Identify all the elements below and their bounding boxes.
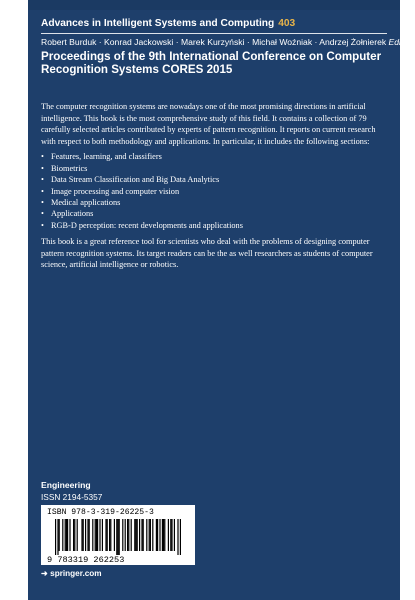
barcode-bar — [107, 519, 108, 551]
bullet-icon: • — [41, 209, 44, 219]
closing-paragraph: This book is a great reference tool for scientists who deal with the problems of designing computer pattern recognition systems. Its target readers can be the as well researchers as students of computer science, artificial intelligence or robotics. — [41, 237, 373, 270]
barcode-bar — [95, 519, 96, 551]
barcode-bar — [131, 519, 132, 551]
barcode-bar — [159, 519, 160, 551]
section-label: RGB-D perception: recent developments and applications — [51, 220, 243, 230]
bullet-icon: • — [41, 175, 44, 185]
editors-role: Editors — [388, 37, 415, 47]
barcode-bar — [174, 519, 175, 551]
barcode-bar — [81, 519, 82, 551]
section-label: Applications — [51, 209, 94, 219]
barcode-bar — [122, 519, 123, 551]
barcode-bar — [143, 519, 144, 551]
barcode-bar — [171, 519, 172, 551]
barcode-bar — [69, 519, 70, 551]
barcode-bar — [125, 519, 126, 551]
issn: ISSN 2194-5357 — [41, 492, 103, 502]
barcode-bar — [170, 519, 171, 551]
bullet-icon: • — [41, 186, 44, 196]
editor-names: Robert Burduk · Konrad Jackowski · Marek Kurzyński · Michał Woźniak · Andrzej Żołnierek — [41, 37, 387, 47]
bullet-icon: • — [41, 163, 44, 173]
barcode-bar — [141, 519, 142, 551]
barcode-bar — [114, 519, 115, 551]
barcode-bar — [137, 519, 138, 551]
barcode-bar — [92, 519, 93, 551]
section-label: Features, learning, and classifiers — [51, 152, 162, 162]
blue-panel — [28, 0, 415, 600]
series-number: 403 — [278, 18, 296, 29]
barcode-bar — [99, 519, 100, 551]
barcode-bar — [89, 519, 90, 551]
barcode-bar — [150, 519, 151, 551]
barcode-bar — [156, 519, 157, 551]
barcode-bar — [57, 519, 58, 555]
barcode-bar — [164, 519, 165, 551]
intro-paragraph: The computer recognition systems are nowadays one of the most promising directions in artificial intelligence. This book is the most comprehensive study of this field. It contains a collection of 79 carefully selected articles contributed by experts of pattern recognition. It reports on current research with respect to both methodology and applications. In particular, it includes the following sections: — [41, 102, 376, 146]
section-list — [41, 151, 389, 231]
barcode-bar — [135, 519, 136, 551]
section-item — [41, 151, 389, 162]
barcode-bar — [116, 519, 117, 555]
section-item — [41, 163, 389, 174]
barcode-bar — [67, 519, 68, 551]
series-name: Advances in Intelligent Systems and Computing — [41, 18, 275, 29]
barcode-bar — [85, 519, 86, 551]
barcode-bar — [128, 519, 129, 551]
barcode-bar — [134, 519, 135, 551]
barcode-digits: 9 783319 262253 — [47, 555, 125, 565]
barcode-bar — [66, 519, 67, 551]
barcode-bar — [139, 519, 140, 551]
bullet-icon: • — [41, 152, 44, 162]
barcode-bar — [157, 519, 158, 551]
barcode-bar — [109, 519, 110, 551]
subject-category: Engineering — [41, 480, 91, 490]
barcode-bar — [102, 519, 103, 551]
barcode-bar — [162, 519, 163, 551]
barcode-bar — [74, 519, 75, 551]
section-label: Medical applications — [51, 198, 121, 207]
section-item — [41, 208, 389, 219]
series-line — [41, 18, 295, 29]
barcode-bar — [146, 519, 147, 551]
description — [41, 101, 389, 275]
barcode-bar — [59, 519, 60, 551]
section-label: Biometrics — [51, 163, 88, 173]
series-divider — [41, 33, 387, 34]
section-label: Image processing and computer vision — [51, 186, 180, 196]
barcode-bar — [83, 519, 84, 551]
bullet-icon: • — [41, 198, 44, 207]
barcode-bar — [180, 519, 181, 555]
barcode-bar — [127, 519, 128, 551]
barcode-bar — [168, 519, 169, 551]
barcode-bar — [110, 519, 111, 551]
barcode-bar — [77, 519, 78, 551]
barcode-bar — [105, 519, 106, 551]
barcode-bar — [97, 519, 98, 551]
editors-line — [41, 37, 415, 47]
section-label: Data Stream Classification and Big Data Analytics — [51, 175, 220, 185]
bullet-icon: • — [41, 220, 44, 230]
barcode-bar — [65, 519, 66, 551]
isbn-label: ISBN 978-3-319-26225-3 — [47, 508, 154, 517]
barcode-bar — [73, 519, 74, 551]
barcode-bar — [96, 519, 97, 551]
section-item — [41, 220, 389, 231]
arrow-right-icon: ➜ — [41, 569, 48, 578]
section-item — [41, 197, 389, 208]
barcode-bar — [152, 519, 153, 551]
barcode-bar — [177, 519, 178, 555]
barcode-bar — [87, 519, 88, 551]
publisher-url: springer.com — [50, 569, 102, 578]
barcode-bar — [119, 519, 120, 555]
publisher-link[interactable] — [41, 568, 102, 578]
barcode-bar — [62, 519, 63, 551]
section-item — [41, 174, 389, 185]
barcode-bar — [163, 519, 164, 551]
top-band — [28, 0, 400, 10]
book-title: Proceedings of the 9th International Conference on Computer Recognition Systems CORES 2015 — [41, 50, 382, 77]
barcode-bar — [55, 519, 56, 555]
barcode-bar — [117, 519, 118, 555]
barcode-panel — [41, 505, 195, 565]
barcode-bar — [149, 519, 150, 551]
barcode-image — [45, 519, 191, 563]
section-item — [41, 186, 389, 197]
